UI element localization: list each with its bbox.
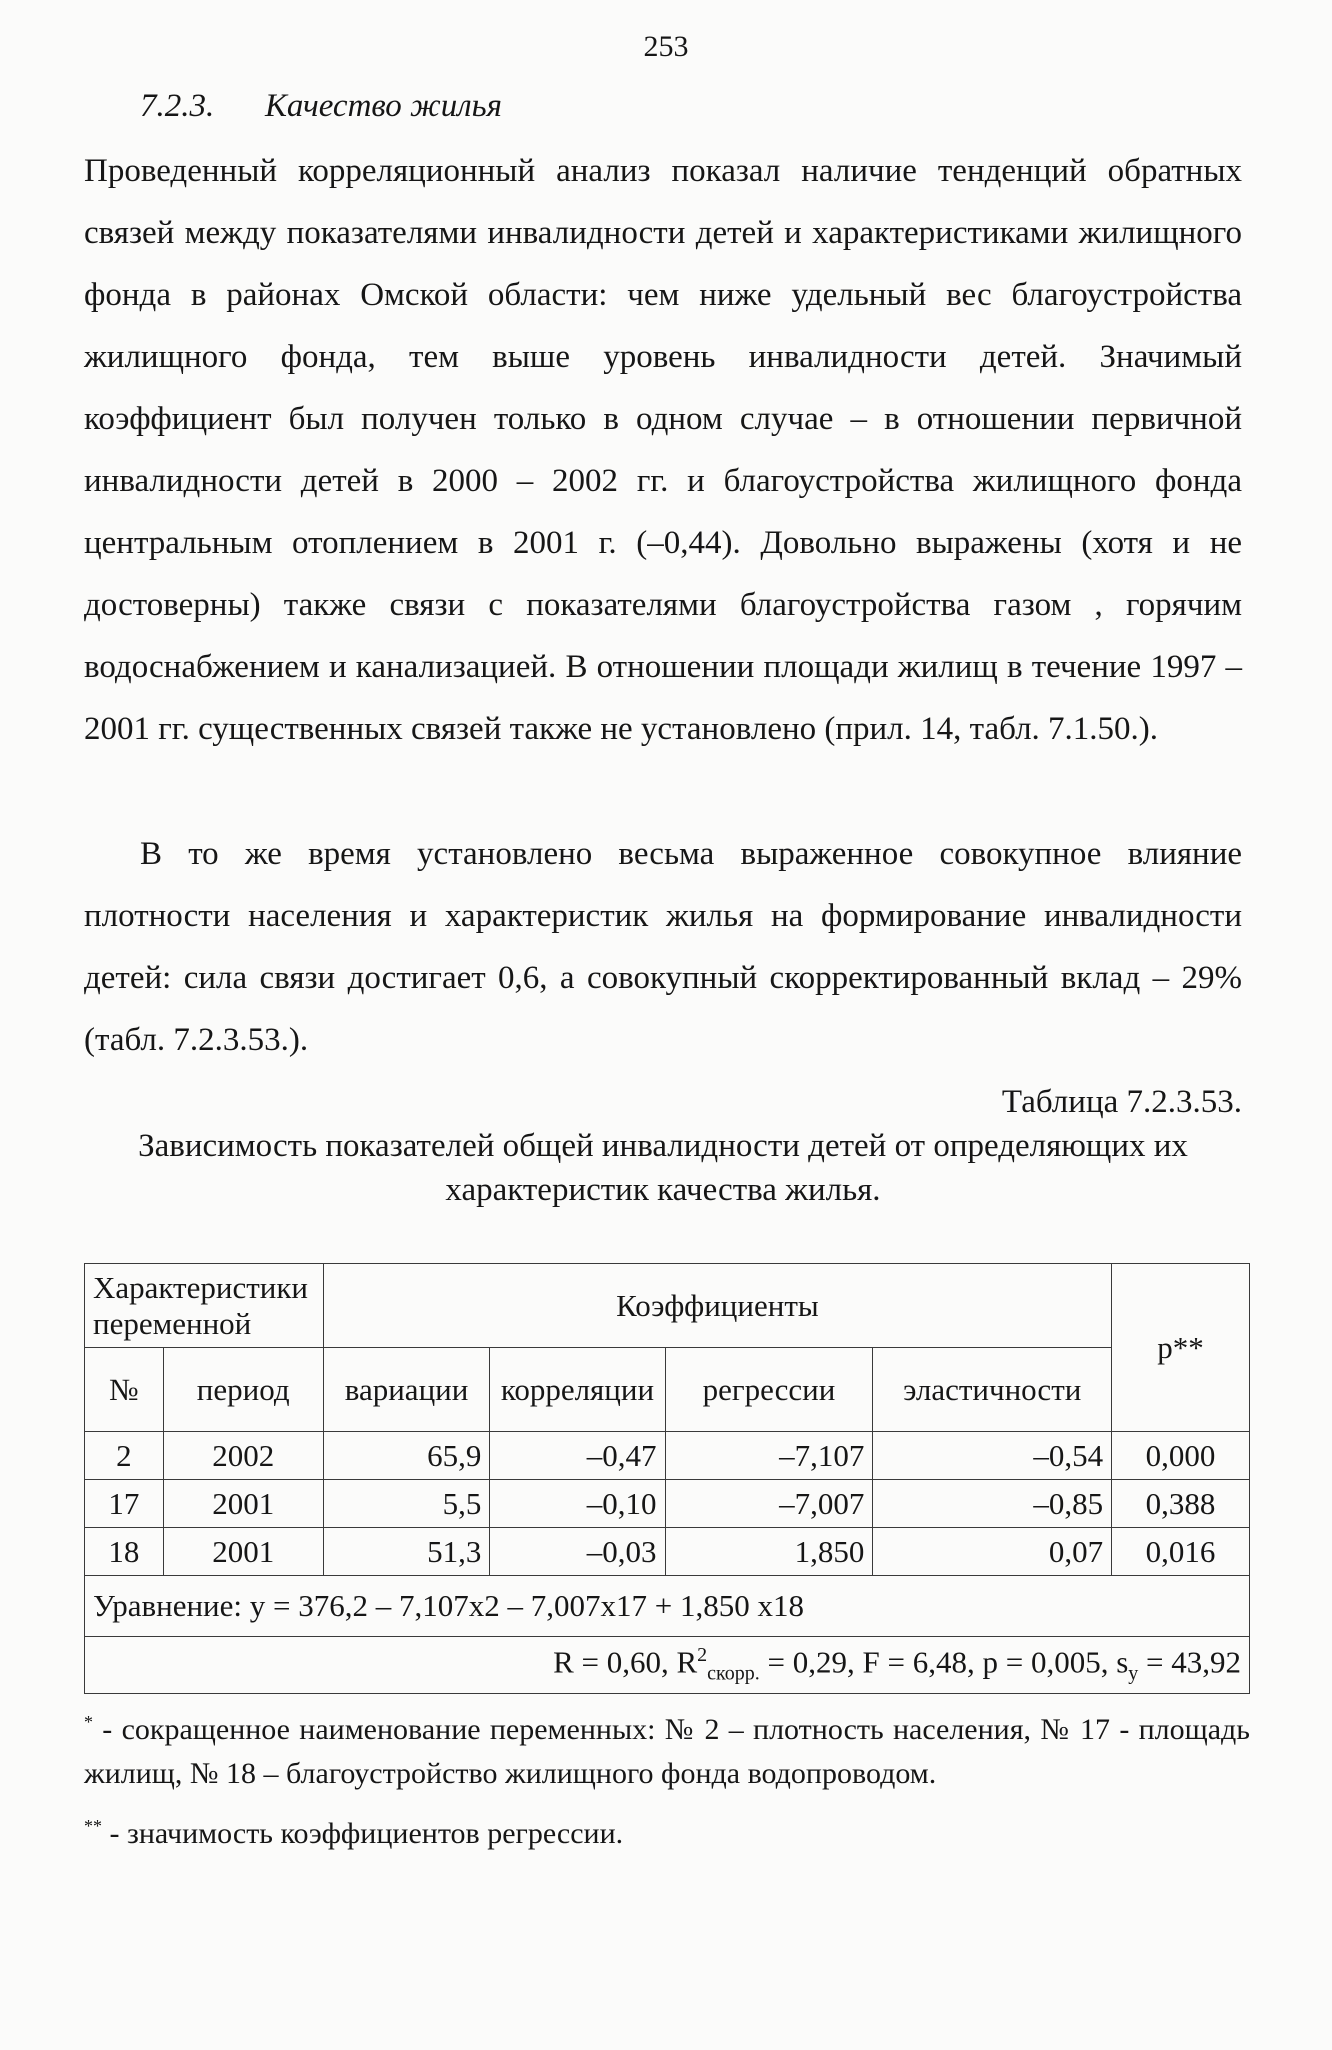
- cell-elasticity: 0,07: [873, 1528, 1112, 1576]
- cell-number: 17: [85, 1480, 164, 1528]
- cell-regression: –7,007: [665, 1480, 873, 1528]
- stat-r: R = 0,60, R: [553, 1644, 698, 1680]
- table-row: [85, 1480, 1250, 1528]
- body-paragraph: В то же время установлено весьма выраженное совокупное влияние плотности населения и характеристик жилья на формирование инвалидности детей: сила связи достигает 0,6, а совокупный скорректированный вклад – 29% (табл. 7.2.3.53.).: [84, 836, 1242, 1058]
- table-title: [84, 1124, 1242, 1212]
- cell-p: 0,000: [1112, 1432, 1250, 1480]
- table-number: Таблица 7.2.3.53.: [1001, 1084, 1242, 1120]
- stat-s-subscript: у: [1128, 1662, 1139, 1685]
- cell-period: 2001: [163, 1528, 323, 1576]
- table-title-line: характеристик качества жилья.: [445, 1172, 881, 1208]
- header-correlation: корреляции: [490, 1348, 665, 1432]
- section-number: 7.2.3.: [140, 88, 215, 124]
- cell-number: 18: [85, 1528, 164, 1576]
- cell-period: 2002: [163, 1432, 323, 1480]
- header-period: период: [163, 1348, 323, 1432]
- header-variable-characteristics: Характеристики переменной: [85, 1264, 324, 1348]
- cell-p: 0,388: [1112, 1480, 1250, 1528]
- header-variation: вариации: [323, 1348, 490, 1432]
- cell-period: 2001: [163, 1480, 323, 1528]
- cell-correlation: –0,03: [490, 1528, 665, 1576]
- page-number: 253: [643, 30, 689, 63]
- cell-number: 2: [85, 1432, 164, 1480]
- body-paragraph: Проведенный корреляционный анализ показал наличие тенденций обратных связей между показателями инвалидности детей и характеристиками жилищного фонда в районах Омской области: чем ниже удельный вес благоустройства жилищного фонда, тем выше уровень инвалидности детей. Значимый коэффициент был получен только в одном случае – в отношении первичной инвалидности детей в 2000 – 2002 гг. и благоустройства жилищного фонда центральным отоплением в 2001 г. (–0,44). Довольно выражены (хотя и не достоверны) также связи с показателями благоустройства газом , горячим водоснабжением и канализацией. В отношении площади жилищ в течение 1997 – 2001 гг. существенных связей также не установлено (прил. 14, табл. 7.1.50.).: [84, 153, 1242, 747]
- coefficients-table: [84, 1263, 1250, 1694]
- footnote-mark: *: [84, 1712, 93, 1732]
- table-title-line: Зависимость показателей общей инвалидности детей от определяющих их: [138, 1128, 1188, 1164]
- table-row: [85, 1528, 1250, 1576]
- header-elasticity: эластичности: [873, 1348, 1112, 1432]
- model-statistics: [85, 1637, 1250, 1694]
- footnote: [84, 1700, 1250, 1796]
- cell-correlation: –0,47: [490, 1432, 665, 1480]
- cell-regression: 1,850: [665, 1528, 873, 1576]
- header-regression: регрессии: [665, 1348, 873, 1432]
- stat-r2-subscript: скорр.: [707, 1662, 760, 1685]
- stat-s-value: = 43,92: [1138, 1644, 1241, 1680]
- cell-correlation: –0,10: [490, 1480, 665, 1528]
- section-title: Качество жилья: [265, 88, 502, 124]
- footnote-mark: **: [84, 1816, 102, 1836]
- section-heading: [140, 88, 502, 125]
- cell-variation: 51,3: [323, 1528, 490, 1576]
- header-p: р**: [1112, 1264, 1250, 1432]
- cell-p: 0,016: [1112, 1528, 1250, 1576]
- regression-equation: Уравнение: у = 376,2 – 7,107х2 – 7,007х17 + 1,850 х18: [85, 1576, 1250, 1637]
- cell-variation: 65,9: [323, 1432, 490, 1480]
- footnote-text: - значимость коэффициентов регрессии.: [102, 1817, 624, 1850]
- footnotes: [84, 1700, 1250, 1856]
- stat-r2-superscript: 2: [697, 1644, 708, 1667]
- footnote: [84, 1804, 1250, 1856]
- cell-regression: –7,107: [665, 1432, 873, 1480]
- header-coefficients: Коэффициенты: [323, 1264, 1111, 1348]
- cell-variation: 5,5: [323, 1480, 490, 1528]
- header-number: №: [85, 1348, 164, 1432]
- stat-rest: = 0,29, F = 6,48, р = 0,005, s: [759, 1644, 1129, 1680]
- cell-elasticity: –0,85: [873, 1480, 1112, 1528]
- footnote-text: - сокращенное наименование переменных: № 2 – плотность населения, № 17 - площадь жилищ, № 18 – благоустройство жилищного фонда водопроводом.: [84, 1713, 1250, 1790]
- table-row: [85, 1432, 1250, 1480]
- cell-elasticity: –0,54: [873, 1432, 1112, 1480]
